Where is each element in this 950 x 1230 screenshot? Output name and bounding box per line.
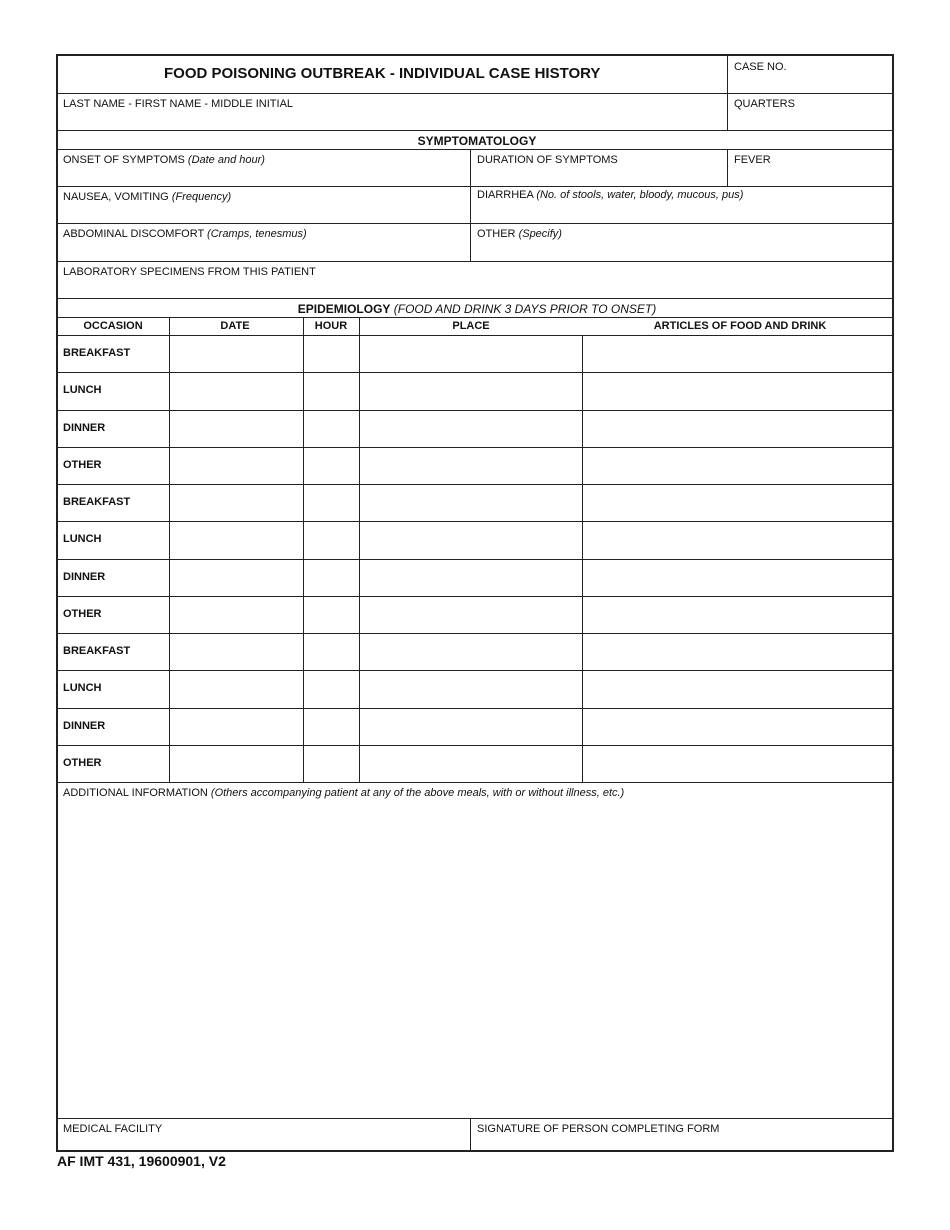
signature-label: SIGNATURE OF PERSON COMPLETING FORM (477, 1123, 720, 1135)
divider (303, 317, 304, 335)
symptomatology-heading: SYMPTOMATOLOGY (417, 134, 537, 148)
hour-cell[interactable] (304, 447, 359, 484)
name-field[interactable] (58, 93, 727, 130)
column-divider (169, 335, 170, 782)
articles-cell[interactable] (583, 372, 894, 409)
occasion-label: DINNER (63, 570, 106, 583)
duration-field[interactable] (471, 149, 727, 186)
lab-specimens-field[interactable] (58, 261, 894, 298)
nausea-field[interactable] (58, 186, 470, 223)
place-cell[interactable] (360, 559, 582, 596)
occasion-label: DINNER (63, 421, 106, 434)
column-header: OCCASION (83, 320, 143, 332)
column-header: HOUR (314, 320, 348, 332)
signature-field[interactable] (471, 1118, 894, 1152)
hour-cell[interactable] (304, 745, 359, 782)
hour-cell[interactable] (304, 372, 359, 409)
articles-cell[interactable] (583, 708, 894, 745)
place-cell[interactable] (360, 335, 582, 372)
date-cell[interactable] (170, 372, 303, 409)
date-cell[interactable] (170, 521, 303, 558)
hour-cell[interactable] (304, 335, 359, 372)
occasion-label: BREAKFAST (63, 496, 131, 508)
occasion-label: BREAKFAST (63, 347, 131, 359)
date-cell[interactable] (170, 335, 303, 372)
articles-cell[interactable] (583, 484, 894, 521)
articles-cell[interactable] (583, 447, 894, 484)
occasion-label: BREAKFAST (63, 645, 131, 657)
divider (58, 298, 892, 299)
epidemiology-heading: EPIDEMIOLOGY (FOOD AND DRINK 3 DAYS PRIOR TO ONSET) (297, 302, 657, 316)
occasion-label: LUNCH (63, 384, 102, 397)
place-cell[interactable] (360, 521, 582, 558)
articles-cell[interactable] (583, 559, 894, 596)
articles-cell[interactable] (583, 670, 894, 707)
occasion-label: LUNCH (63, 682, 102, 695)
column-divider (359, 335, 360, 782)
diarrhea-label: DIARRHEA (No. of stools, water, bloody, mucous, pus) (477, 189, 744, 201)
quarters-field[interactable] (728, 93, 894, 130)
divider (58, 317, 892, 318)
articles-cell[interactable] (583, 335, 894, 372)
diarrhea-field[interactable] (471, 186, 894, 223)
date-cell[interactable] (170, 559, 303, 596)
place-cell[interactable] (360, 708, 582, 745)
place-cell[interactable] (360, 447, 582, 484)
column-divider (582, 335, 583, 782)
case-no-field[interactable] (728, 56, 894, 93)
place-cell[interactable] (360, 633, 582, 670)
hour-cell[interactable] (304, 410, 359, 447)
lab-specimens-label: LABORATORY SPECIMENS FROM THIS PATIENT (63, 266, 316, 278)
other-symptom-field[interactable] (471, 223, 894, 261)
quarters-label: QUARTERS (734, 98, 795, 110)
hour-cell[interactable] (304, 670, 359, 707)
articles-cell[interactable] (583, 521, 894, 558)
hour-cell[interactable] (304, 633, 359, 670)
medical-facility-field[interactable] (58, 1118, 470, 1152)
hour-cell[interactable] (304, 596, 359, 633)
hour-cell[interactable] (304, 559, 359, 596)
occasion-label: OTHER (63, 458, 102, 471)
articles-cell[interactable] (583, 633, 894, 670)
place-cell[interactable] (360, 596, 582, 633)
place-cell[interactable] (360, 484, 582, 521)
articles-cell[interactable] (583, 410, 894, 447)
fever-label: FEVER (734, 154, 771, 166)
nausea-label: NAUSEA, VOMITING (Frequency) (63, 191, 232, 203)
form-title: FOOD POISONING OUTBREAK - INDIVIDUAL CASE HISTORY (164, 65, 601, 82)
hour-cell[interactable] (304, 708, 359, 745)
date-cell[interactable] (170, 633, 303, 670)
divider (359, 317, 360, 335)
occasion-label: OTHER (63, 756, 102, 769)
hour-cell[interactable] (304, 484, 359, 521)
date-cell[interactable] (170, 670, 303, 707)
medical-facility-label: MEDICAL FACILITY (63, 1123, 163, 1135)
date-cell[interactable] (170, 410, 303, 447)
additional-info-label: ADDITIONAL INFORMATION (Others accompanying patient at any of the above meals, with or without illness, etc.) (63, 787, 625, 799)
occasion-label: LUNCH (63, 533, 102, 546)
column-divider (303, 335, 304, 782)
divider (169, 317, 170, 335)
place-cell[interactable] (360, 670, 582, 707)
date-cell[interactable] (170, 708, 303, 745)
case-history-form (56, 54, 894, 1152)
hour-cell[interactable] (304, 521, 359, 558)
case-no-label: CASE NO. (734, 61, 787, 73)
column-header: DATE (220, 320, 250, 332)
other-symptom-label: OTHER (Specify) (477, 228, 562, 240)
articles-cell[interactable] (583, 596, 894, 633)
name-label: LAST NAME - FIRST NAME - MIDDLE INITIAL (63, 98, 294, 110)
place-cell[interactable] (360, 745, 582, 782)
onset-field[interactable] (58, 149, 470, 186)
column-header: ARTICLES OF FOOD AND DRINK (653, 320, 827, 332)
column-header: PLACE (452, 320, 490, 332)
occasion-label: DINNER (63, 719, 106, 732)
abdominal-label: ABDOMINAL DISCOMFORT (Cramps, tenesmus) (63, 228, 307, 240)
date-cell[interactable] (170, 447, 303, 484)
articles-cell[interactable] (583, 745, 894, 782)
date-cell[interactable] (170, 745, 303, 782)
place-cell[interactable] (360, 372, 582, 409)
fever-field[interactable] (728, 149, 894, 186)
duration-label: DURATION OF SYMPTOMS (477, 154, 618, 166)
divider (58, 130, 892, 131)
onset-label: ONSET OF SYMPTOMS (Date and hour) (63, 154, 265, 166)
occasion-label: OTHER (63, 607, 102, 620)
date-cell[interactable] (170, 596, 303, 633)
form-identifier: AF IMT 431, 19600901, V2 (57, 1153, 226, 1169)
date-cell[interactable] (170, 484, 303, 521)
abdominal-field[interactable] (58, 223, 470, 261)
place-cell[interactable] (360, 410, 582, 447)
additional-info-field[interactable] (58, 782, 894, 1118)
